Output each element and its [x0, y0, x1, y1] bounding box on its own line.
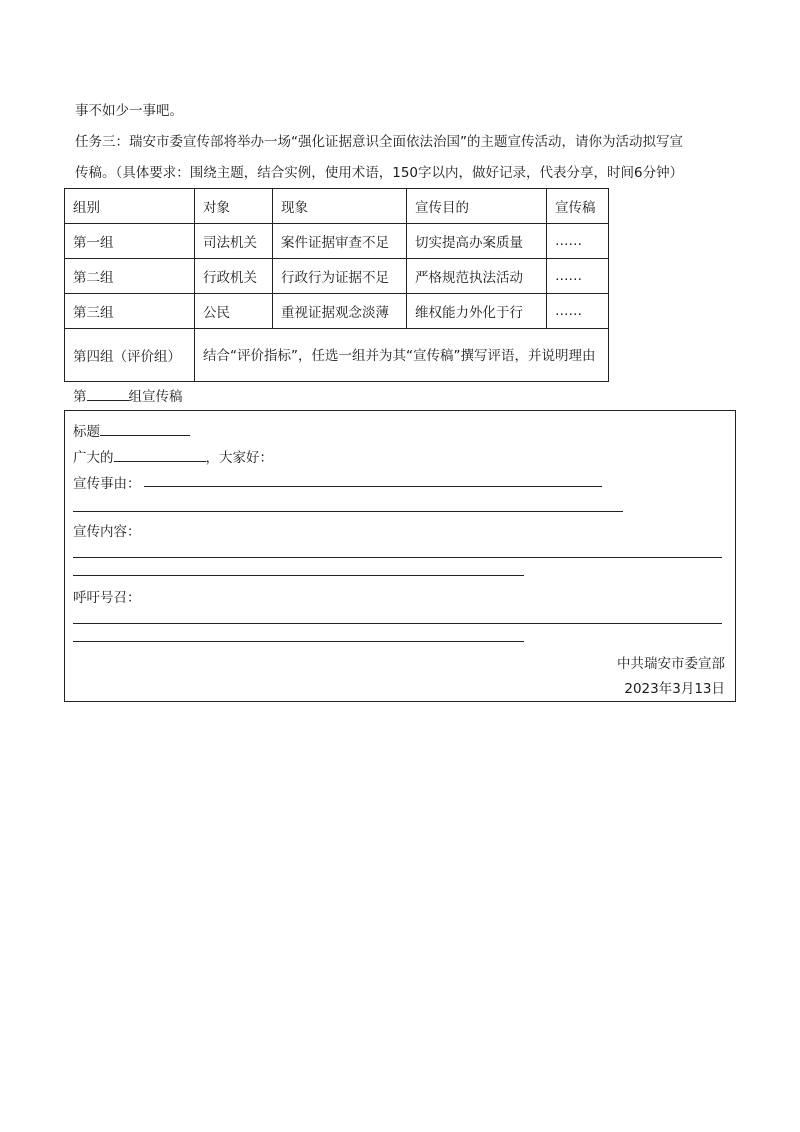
greeting-line [73, 446, 273, 466]
call-blank-line-1[interactable] [73, 623, 722, 624]
table-cell: 第四组（评价组） [65, 329, 195, 382]
header-cell-draft: 宣传稿 [547, 189, 609, 224]
header-cell-target: 对象 [195, 189, 273, 224]
table-cell: …… [547, 224, 609, 259]
table-cell: 行政行为证据不足 [273, 259, 407, 294]
table-cell: 第一组 [65, 224, 195, 259]
content-label: 宣传内容： [73, 524, 141, 540]
group-number-blank[interactable] [87, 386, 129, 401]
title-blank[interactable] [100, 421, 190, 436]
table-cell: 严格规范执法活动 [407, 259, 547, 294]
table-cell: …… [547, 259, 609, 294]
table-row [65, 224, 609, 259]
table-cell: 第三组 [65, 294, 195, 329]
table-cell: 切实提高办案质量 [407, 224, 547, 259]
signature: 中共瑞安市委宣部 [617, 656, 725, 672]
date: 2023年3月13日 [624, 681, 725, 697]
table-row [65, 294, 609, 329]
draft-form-box [64, 410, 736, 702]
group-prefix: 第 [73, 389, 87, 405]
title-label: 标题 [73, 424, 100, 440]
header-cell-purpose: 宣传目的 [407, 189, 547, 224]
table-cell: 案件证据审查不足 [273, 224, 407, 259]
reason-blank-line-1[interactable] [144, 486, 602, 487]
evaluation-note-cell: 结合“评价指标”，任选一组并为其“宣传稿”撰写评语，并说明理由 [195, 329, 609, 382]
task-table [64, 188, 609, 382]
greeting-suffix: ，大家好： [205, 450, 273, 466]
greeting-prefix: 广大的 [73, 450, 114, 466]
table-header-row [65, 189, 609, 224]
table-cell: 第二组 [65, 259, 195, 294]
header-cell-phenomenon: 现象 [273, 189, 407, 224]
intro-line-1: 事不如少一事吧。 [75, 103, 183, 119]
table-cell: 司法机关 [195, 224, 273, 259]
table-cell: …… [547, 294, 609, 329]
table-row [65, 259, 609, 294]
header-cell-group: 组别 [65, 189, 195, 224]
reason-label: 宣传事由： [73, 476, 141, 492]
group-draft-heading [73, 385, 183, 405]
table-cell: 行政机关 [195, 259, 273, 294]
content-blank-line-1[interactable] [73, 557, 722, 558]
title-field [73, 420, 190, 440]
table-cell: 维权能力外化于行 [407, 294, 547, 329]
table-row-evaluation [65, 329, 609, 382]
table-cell: 公民 [195, 294, 273, 329]
group-suffix: 组宣传稿 [128, 389, 183, 405]
task-three-line: 任务三：瑞安市委宣传部将举办一场“强化证据意识全面依法治国”的主题宣传活动，请你为活动拟写宣 [75, 134, 683, 150]
call-blank-line-2[interactable] [73, 641, 524, 642]
table-cell: 重视证据观念淡薄 [273, 294, 407, 329]
content-blank-line-2[interactable] [73, 575, 524, 576]
task-requirements-line: 传稿。（具体要求：围绕主题，结合实例，使用术语，150字以内，做好记录，代表分享，时间6分钟） [75, 165, 684, 181]
reason-blank-line-2[interactable] [73, 511, 623, 512]
call-label: 呼吁号召： [73, 590, 141, 606]
audience-blank[interactable] [114, 447, 206, 462]
